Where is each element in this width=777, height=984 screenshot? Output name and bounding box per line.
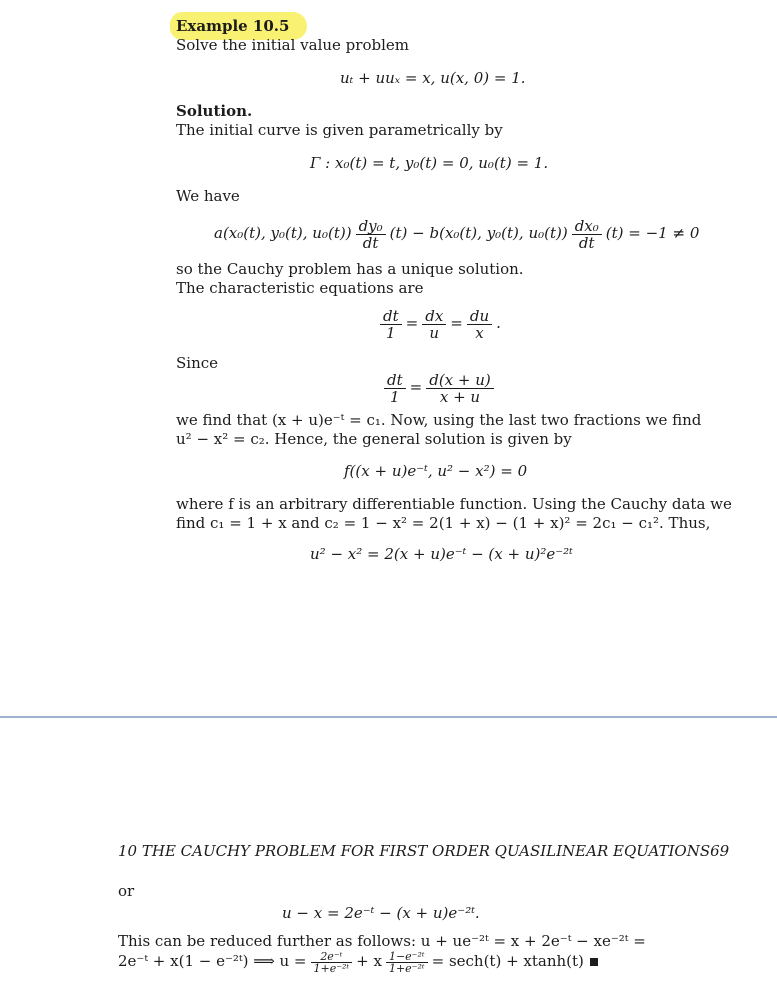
characteristic-equations: $\frac{dt}{1}$ = $\frac{dx}{u}$ = $\frac{du}{x}$ . <box>376 306 501 341</box>
running-header: 10 THE CAUCHY PROBLEM FOR FIRST ORDER QUASILINEAR EQUATIONS69 <box>118 842 730 860</box>
or-text: or <box>118 882 135 900</box>
solution-heading: Solution. <box>176 102 253 120</box>
or-equation: u − x = 2e⁻ᵗ − (x + u)e⁻²ᵗ. <box>282 904 480 922</box>
since-dxu-fraction: $\frac{d(x + u)}{x + u}$ <box>426 372 494 405</box>
since-dt-over-1: $\frac{dt}{1}$ <box>384 372 406 405</box>
dy0-dt-fraction: $\frac{\text{dy₀}}{dt}$ <box>356 218 386 251</box>
problem-prompt: Solve the initial value problem <box>176 36 409 54</box>
reduce-line-2 <box>118 948 598 974</box>
det-mid: (t) − b(x₀(t), y₀(t), u₀(t)) <box>389 224 568 242</box>
reduce-fraction-2: $\frac{\text{1−e⁻²ᵗ}}{\text{1+e⁻²ᵗ}}$ <box>386 951 428 974</box>
ivp-equation: uₜ + uuₓ = x, u(x, 0) = 1. <box>340 69 526 87</box>
determinant-condition <box>214 216 699 251</box>
reduce-plus-x: + x <box>356 952 382 970</box>
example-title: Example 10.5 <box>176 17 290 35</box>
du-over-x: $\frac{du}{x}$ <box>467 308 492 341</box>
dx0-dt-fraction: $\frac{\text{dx₀}}{dt}$ <box>572 218 602 251</box>
find-line-2: u² − x² = c₂. Hence, the general solution is given by <box>176 430 572 448</box>
char-eq-text: The characteristic equations are <box>176 279 424 297</box>
since-text: Since <box>176 354 219 372</box>
we-have-text: We have <box>176 187 240 205</box>
general-solution: f((x + u)e⁻ᵗ, u² − x²) = 0 <box>344 462 528 480</box>
gamma-equation: Γ : x₀(t) = t, y₀(t) = 0, u₀(t) = 1. <box>310 154 549 172</box>
reduce-end: = sech(t) + xtanh(t) <box>431 952 584 970</box>
reduce-line-2-start: 2e⁻ᵗ + x(1 − e⁻²ᵗ) ⟹ u = <box>118 952 307 970</box>
initial-curve-text: The initial curve is given parametrically by <box>176 121 503 139</box>
det-left: a(x₀(t), y₀(t), u₀(t)) <box>214 224 352 242</box>
page-2 <box>0 718 777 984</box>
dt-over-1: $\frac{dt}{1}$ <box>380 308 402 341</box>
since-equation: $\frac{dt}{1}$ = $\frac{d(x + u)}{x + u}$ <box>380 370 498 405</box>
where-line-2: find c₁ = 1 + x and c₂ = 1 − x² = 2(1 + x) − (1 + x)² = 2c₁ − c₁². Thus, <box>176 514 711 532</box>
det-right: (t) = −1 ≠ 0 <box>605 224 700 242</box>
where-line-1: where f is an arbitrary differentiable function. Using the Cauchy data we <box>176 495 732 513</box>
dx-over-u: $\frac{dx}{u}$ <box>422 308 446 341</box>
reduce-line-1: This can be reduced further as follows: u + ue⁻²ᵗ = x + 2e⁻ᵗ − xe⁻²ᵗ = <box>118 932 646 950</box>
qed-square-icon <box>590 958 598 966</box>
thus-equation: u² − x² = 2(x + u)e⁻ᵗ − (x + u)²e⁻²ᵗ <box>310 545 573 563</box>
find-line-1: we find that (x + u)e⁻ᵗ = c₁. Now, using the last two fractions we find <box>176 411 702 429</box>
reduce-fraction-1: $\frac{\text{2e⁻ᵗ}}{\text{1+e⁻²ᵗ}}$ <box>311 951 353 974</box>
unique-text: so the Cauchy problem has a unique solution. <box>176 260 524 278</box>
